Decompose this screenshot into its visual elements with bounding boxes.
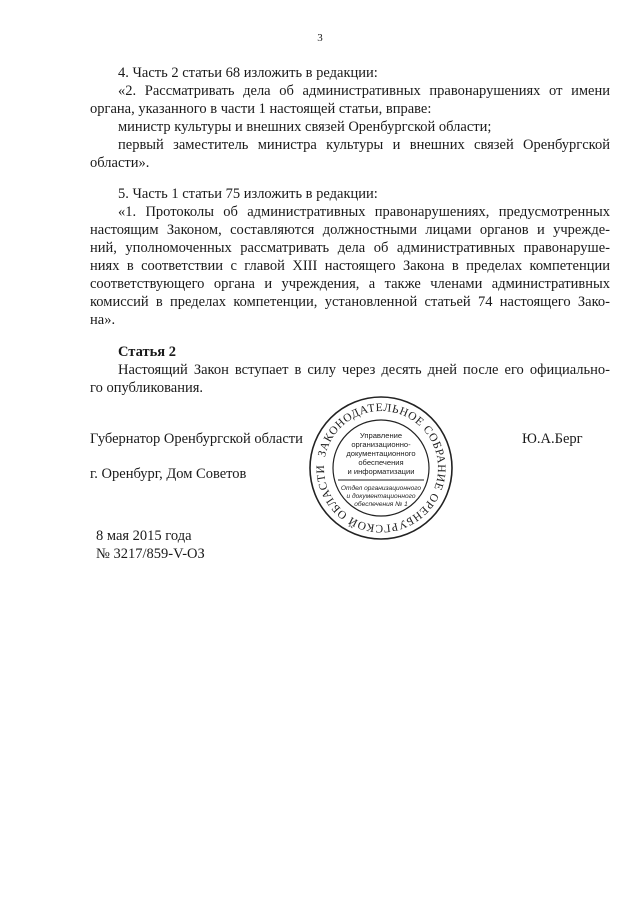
stamp-inner-line: организационно- [351, 440, 411, 449]
stamp-inner-line: документационного [346, 449, 416, 458]
item4-quote-line2: органа, указанного в части 1 настоящей статьи, вправе: [90, 101, 432, 117]
item4-block [90, 64, 610, 172]
stamp-graphic [306, 393, 456, 543]
article2-line2: го опубликования. [90, 380, 204, 396]
item5-block [90, 185, 610, 329]
official-stamp-seal [306, 393, 456, 543]
item5-line: соответствующего органа и учреждения, а также членами административных [90, 276, 610, 292]
stamp-sub-line: обеспечения № 1 [354, 501, 408, 508]
signature-date: 8 мая 2015 года [96, 528, 192, 544]
article2-heading: Статья 2 [118, 344, 176, 360]
item5-line: настоящим Законом, составляются должностными лицами органов и учрежде- [90, 222, 610, 238]
stamp-ring-text: ЗАКОНОДАТЕЛЬНОЕ СОБРАНИЕ ОРЕНБУРГСКОЙ ОБЛАСТИ [314, 401, 448, 535]
item5-line: на». [90, 312, 116, 328]
item4-bullet2-line1: первый заместитель министра культуры и внешних связей Оренбургской [118, 137, 610, 153]
signature-name: Ю.А.Берг [522, 431, 583, 447]
item5-heading: 5. Часть 1 статьи 75 изложить в редакции: [118, 186, 378, 202]
item4-bullet2-line2: области». [90, 155, 150, 171]
stamp-sub-line: и документационного [346, 493, 416, 500]
page-number: 3 [317, 32, 323, 44]
item4-heading: 4. Часть 2 статьи 68 изложить в редакции: [118, 65, 378, 81]
stamp-inner-line: обеспечения [358, 458, 404, 467]
stamp-inner-line: Управление [359, 431, 403, 440]
law-number: № 3217/859-V-ОЗ [96, 546, 205, 562]
stamp-sub-line: Отдел организационного [340, 485, 422, 492]
item5-line: комиссий в пределах компетенции, установленной статьей 74 настоящего Зако- [90, 294, 610, 310]
stamp-inner-line: и информатизации [347, 467, 415, 476]
signature-position: Губернатор Оренбургской области [90, 431, 303, 447]
item5-line: ний, уполномоченных рассматривать дела об административных правонаруше- [90, 240, 610, 256]
item5-line: «1. Протоколы об административных правонарушениях, предусмотренных [118, 204, 610, 220]
item4-quote-line1: «2. Рассматривать дела об административных правонарушениях от имени [118, 83, 610, 99]
item5-line: ниях в соответствии с главой XIII настоящего Закона в пределах компетенции [90, 258, 610, 274]
article2-block [90, 343, 610, 397]
article2-line1: Настоящий Закон вступает в силу через десять дней после его официально- [118, 362, 610, 378]
signature-place: г. Оренбург, Дом Советов [90, 466, 247, 482]
item4-bullet1: министр культуры и внешних связей Оренбургской области; [118, 119, 492, 135]
